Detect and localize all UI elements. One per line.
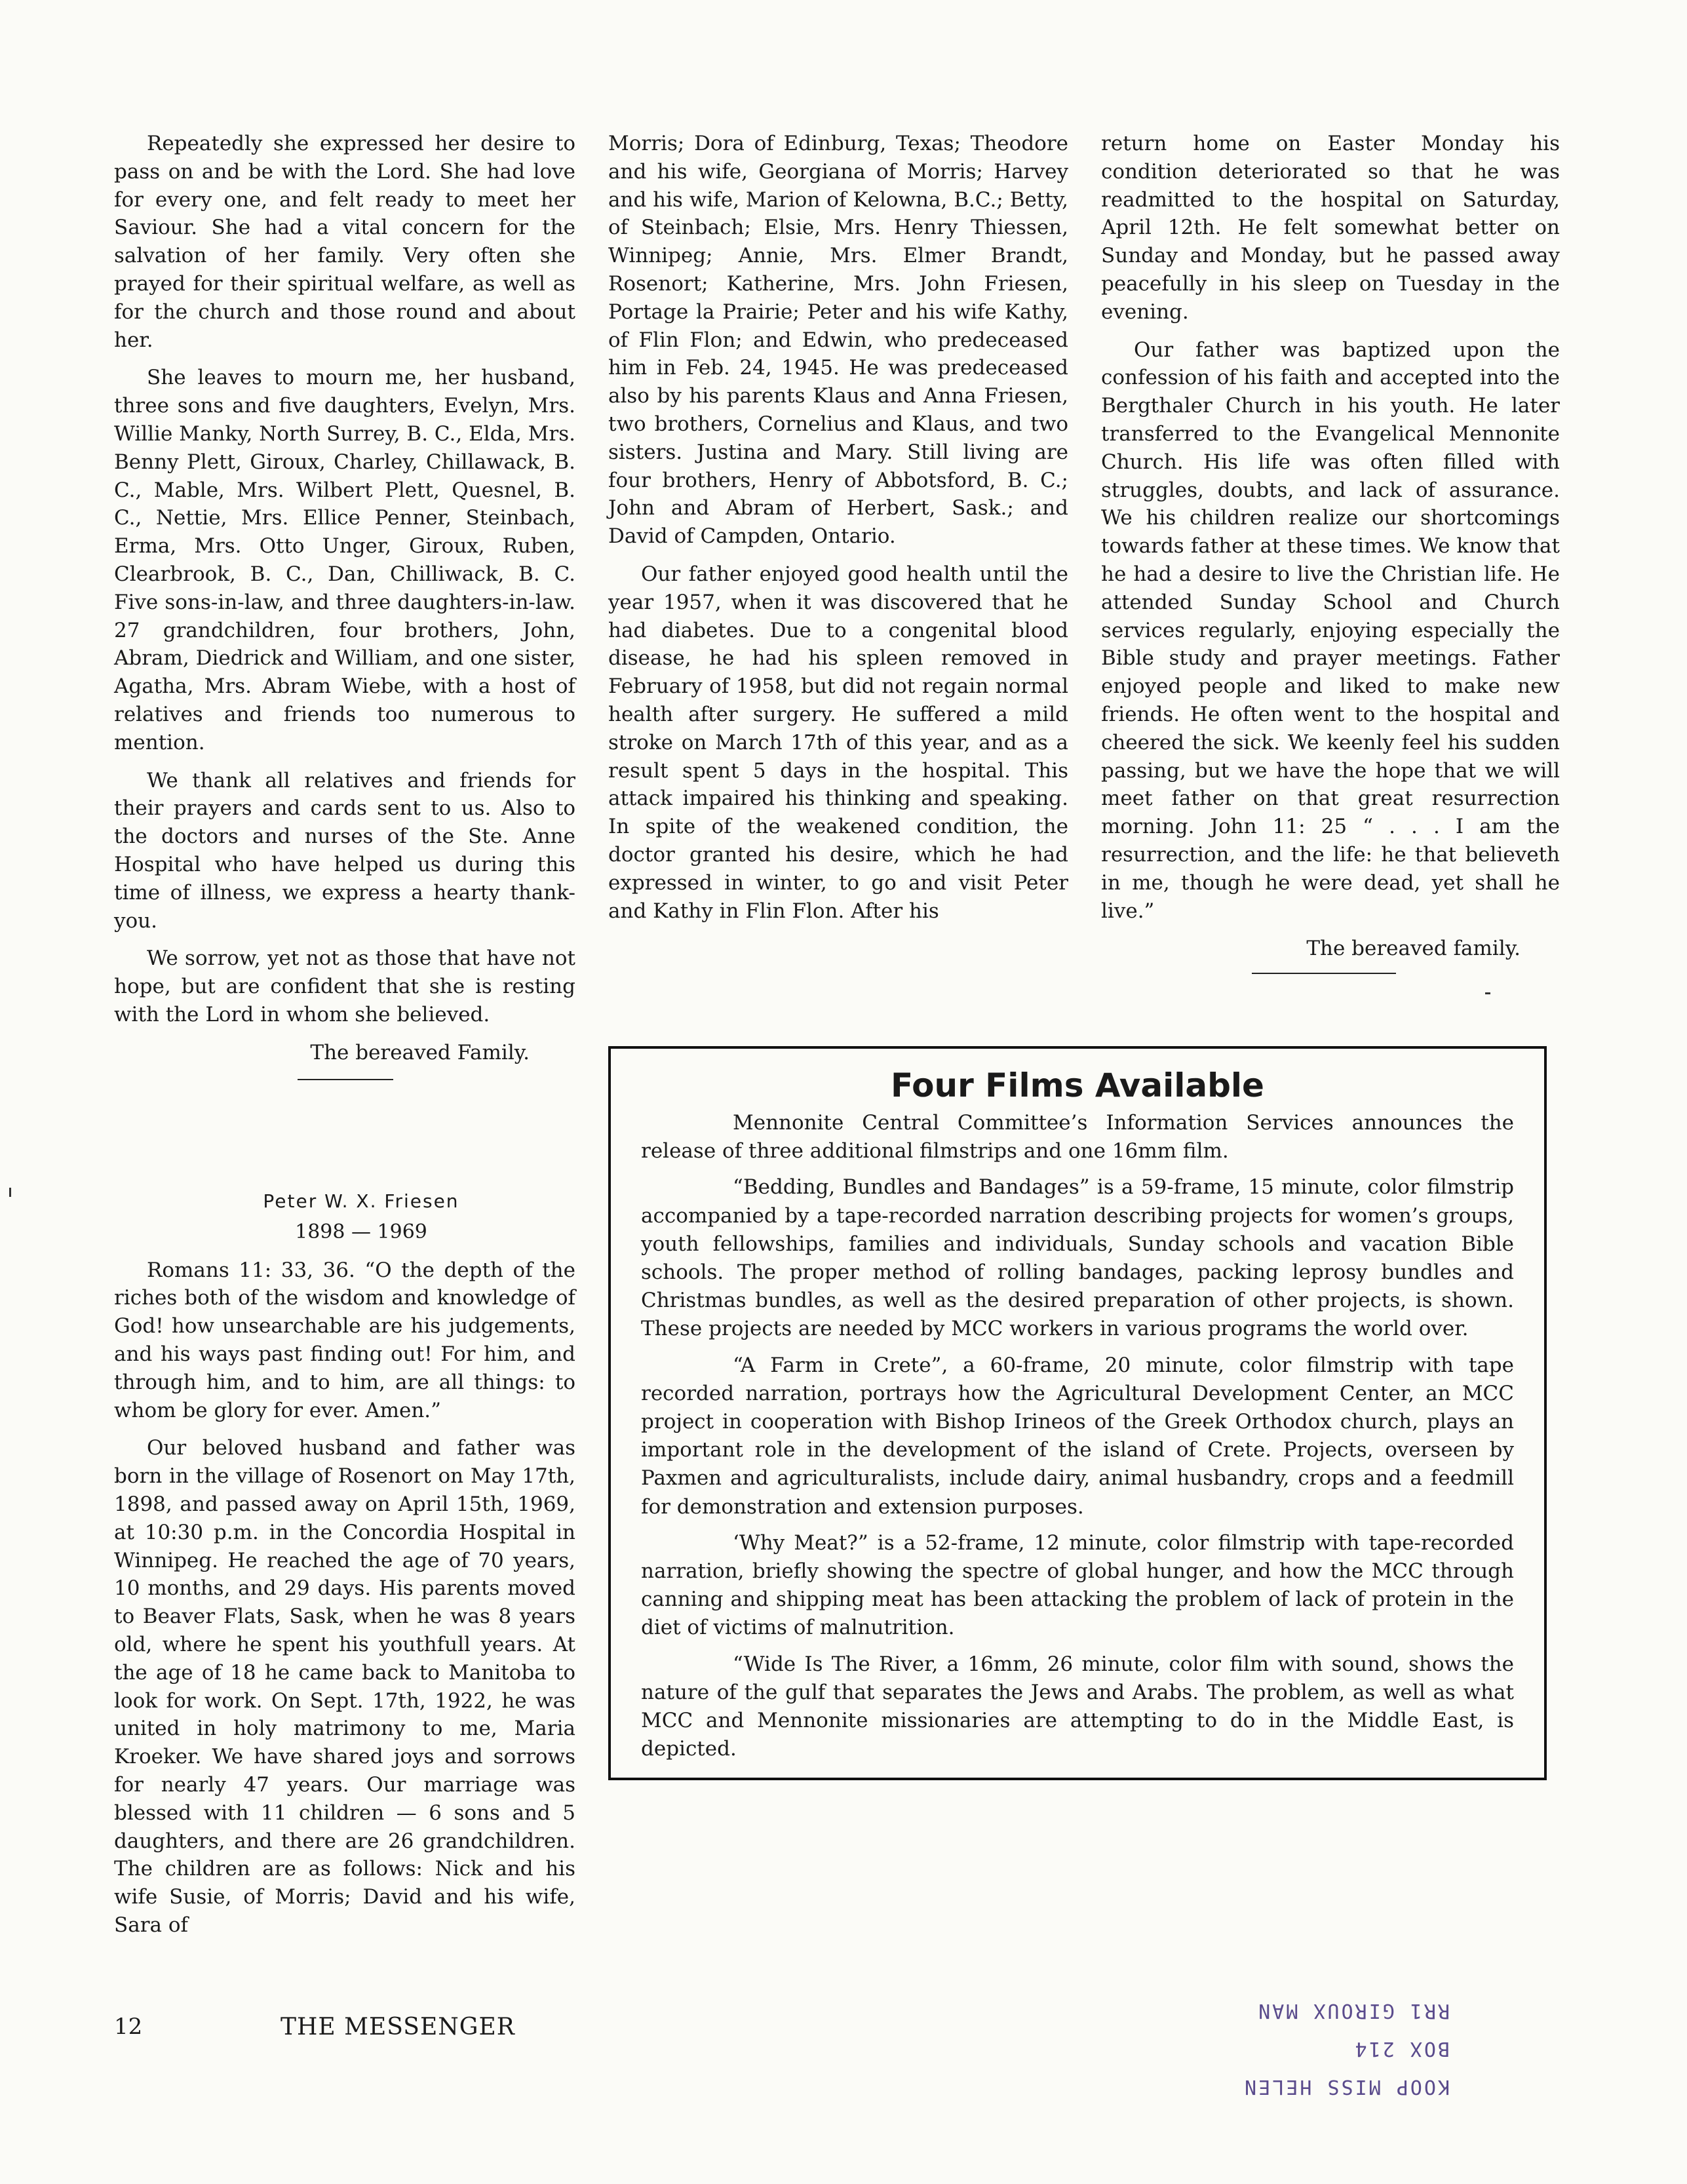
divider — [1252, 973, 1396, 974]
paragraph: return home on Easter Monday his condition deteriorated so that he was readmitted to the hospital on Saturday, April 12th. He felt somewhat better on Sunday and Monday, but he passed away peacefully in his sleep on Tuesday in the evening. — [1101, 132, 1560, 324]
paragraph: “Wide Is The River, a 16mm, 26 minute, color film with sound, shows the nature of the gulf that separates the Jews and Arabs. The problem, as well as what MCC and Mennonite missionaries are attempting to do in the Middle East, is depicted. — [641, 1652, 1514, 1761]
paragraph: She leaves to mourn me, her husband, three sons and five daughters, Evelyn, Mrs. Willie Manky, North Surrey, B. C., Elda, Mrs. Benny Plett, Giroux, Charley, Chillawack, B. C., Mable, Mrs. Wilbert Plett, Quesnel, B. C., Nettie, Mrs. Ellice Penner, Steinbach, Erma, Mrs. Otto Unger, Giroux, Ruben, Clearbrook, B. C., Dan, Chilliwack, B. C. Five sons-in-law, and three daughters-in-law. 27 grandchildren, four brothers, John, Abram, Diedrick and William, and one sister, Agatha, Mrs. Abram Wiebe, with a host of relatives and friends too numerous to mention. — [114, 366, 575, 754]
films-announcement-box — [608, 1046, 1547, 1780]
column-3 — [1101, 130, 1560, 974]
column-1 — [114, 130, 575, 1080]
paragraph: We sorrow, yet not as those that have not hope, but are confident that she is resting with the Lord in whom she believed. — [114, 946, 575, 1026]
signature: The bereaved family. — [1306, 937, 1521, 961]
obituary-name: Peter W. X. Friesen — [263, 1190, 459, 1212]
address-line: KOOP MISS HELEN — [1243, 2075, 1450, 2098]
scan-speck — [1485, 992, 1490, 994]
publication-title: THE MESSENGER — [281, 2014, 515, 2040]
paragraph: Morris; Dora of Edinburg, Texas; Theodore and his wife, Georgiana of Morris; Harvey and his wife, Marion of Kelowna, B.C.; Betty, of Steinbach; Elsie, Mrs. Henry Thiessen, Winnipeg; Annie, Mrs. Elmer Brandt, Rosenort; Katherine, Mrs. John Friesen, Portage la Prairie; Peter and his wife Kathy, of Flin Flon; and Edwin, who predeceased him in Feb. 24, 1945. He was predeceased also by his parents Klaus and Anna Friesen, two brothers, Cornelius and Klaus, and two sisters. Justina and Mary. Still living are four brothers, Henry of Abbotsford, B. C.; John and Abram of Herbert, Sask.; and David of Campden, Ontario. — [608, 132, 1068, 549]
mailing-address-stamp — [1161, 1974, 1450, 2105]
paragraph: Repeatedly she expressed her desire to pass on and be with the Lord. She had love for every one, and felt ready to meet her Saviour. She had a vital concern for the salvation of her family. Very often she prayed for their spiritual welfare, as well as for the church and those round and about her. — [114, 132, 575, 352]
scan-speck — [9, 1188, 11, 1197]
paragraph: “A Farm in Crete”, a 60-frame, 20 minute, color filmstrip with tape recorded narration, portrays how the Agricultural Development Center, an MCC project in cooperation with Bishop Irineos of the Greek Orthodox church, plays an important role in the development of the island of Crete. Projects, overseen by Paxmen and agriculturalists, include dairy, animal husbandry, crops and a feedmill for demonstration and extension purposes. — [641, 1353, 1514, 1519]
divider — [298, 1079, 393, 1080]
paragraph: Our father enjoyed good health until the year 1957, when it was discovered that he had diabetes. Due to a congenital blood disease, he had his spleen removed in February of 1958, but did not regain normal health after surgery. He suffered a mild stroke on March 17th of this year, and as a result spent 5 days in the hospital. This attack impaired his thinking and speaking. In spite of the weakened condition, the doctor granted his desire, which he had expressed in winter, to go and visit Peter and Kathy in Flin Flon. After his — [608, 562, 1068, 923]
page-number: 12 — [114, 2014, 143, 2040]
paragraph: Our father was baptized upon the confession of his faith and accepted into the Bergthaler Church in his youth. He later transferred to the Evangelical Mennonite Church. His life was often filled with struggles, doubts, and lack of assurance. We his children realize our shortcomings towards father at these times. We know that he had a desire to live the Christian life. He attended Sunday School and Church services regularly, enjoying especially the Bible study and prayer meetings. Father enjoyed people and liked to make new friends. He often went to the hospital and cheered the sick. We keenly feel his sudden passing, but we have the hope that we will meet father on that great resurrection morning. John 11: 25 “ . . . I am the resurrection, and the life: he that believeth in me, though he were dead, yet shall he live.” — [1101, 338, 1560, 923]
paragraph: ‘Why Meat?” is a 52-frame, 12 minute, color filmstrip with tape-recorded narration, briefly showing the spectre of global hunger, and how the MCC through canning and shipping meat has been attacking the problem of lack of protein in the diet of victims of malnutrition. — [641, 1531, 1514, 1640]
address-line: BOX 214 — [1353, 2037, 1450, 2060]
address-line: RR1 GIROUX MAN — [1256, 1999, 1450, 2022]
obituary-years: 1898 — 1969 — [295, 1220, 427, 1243]
obituary-friesen — [114, 1188, 575, 1949]
films-title: Four Films Available — [891, 1066, 1264, 1104]
paragraph: “Bedding, Bundles and Bandages” is a 59-frame, 15 minute, color filmstrip accompanied by a tape-recorded narration describing projects for women’s groups, youth fellowships, families and individuals, Sunday schools and vacation Bible schools. The proper method of rolling bandages, packing leprosy bundles and Christmas bundles, as well as the desired preparation of other projects, is shown. These projects are needed by MCC workers in various programs the world over. — [641, 1175, 1514, 1341]
paragraph: Mennonite Central Committee’s Information Services announces the release of three additional filmstrips and one 16mm film. — [641, 1111, 1514, 1163]
column-2 — [608, 130, 1068, 935]
paragraph: We thank all relatives and friends for their prayers and cards sent to us. Also to the doctors and nurses of the Ste. Anne Hospital who have helped us during this time of illness, we express a hearty thank-you. — [114, 768, 575, 933]
paragraph: Romans 11: 33, 36. “O the depth of the riches both of the wisdom and knowledge of God! how unsearchable are his judgements, and his ways past finding out! For him, and through him, and to him, are all things: to whom be glory for ever. Amen.” — [114, 1258, 575, 1422]
paragraph: Our beloved husband and father was born in the village of Rosenort on May 17th, 1898, and passed away on April 15th, 1969, at 10:30 p.m. in the Concordia Hospital in Winnipeg. He reached the age of 70 years, 10 months, and 29 days. His parents moved to Beaver Flats, Sask, when he was 8 years old, where he spent his youthfull years. At the age of 18 he came back to Manitoba to look for work. On Sept. 17th, 1922, he was united in holy matrimony to me, Maria Kroeker. We have shared joys and sorrows for nearly 47 years. Our marriage was blessed with 11 children — 6 sons and 5 daughters, and there are 26 grandchildren. The children are as follows: Nick and his wife Susie, of Morris; David and his wife, Sara of — [114, 1436, 575, 1937]
signature: The bereaved Family. — [310, 1040, 530, 1064]
